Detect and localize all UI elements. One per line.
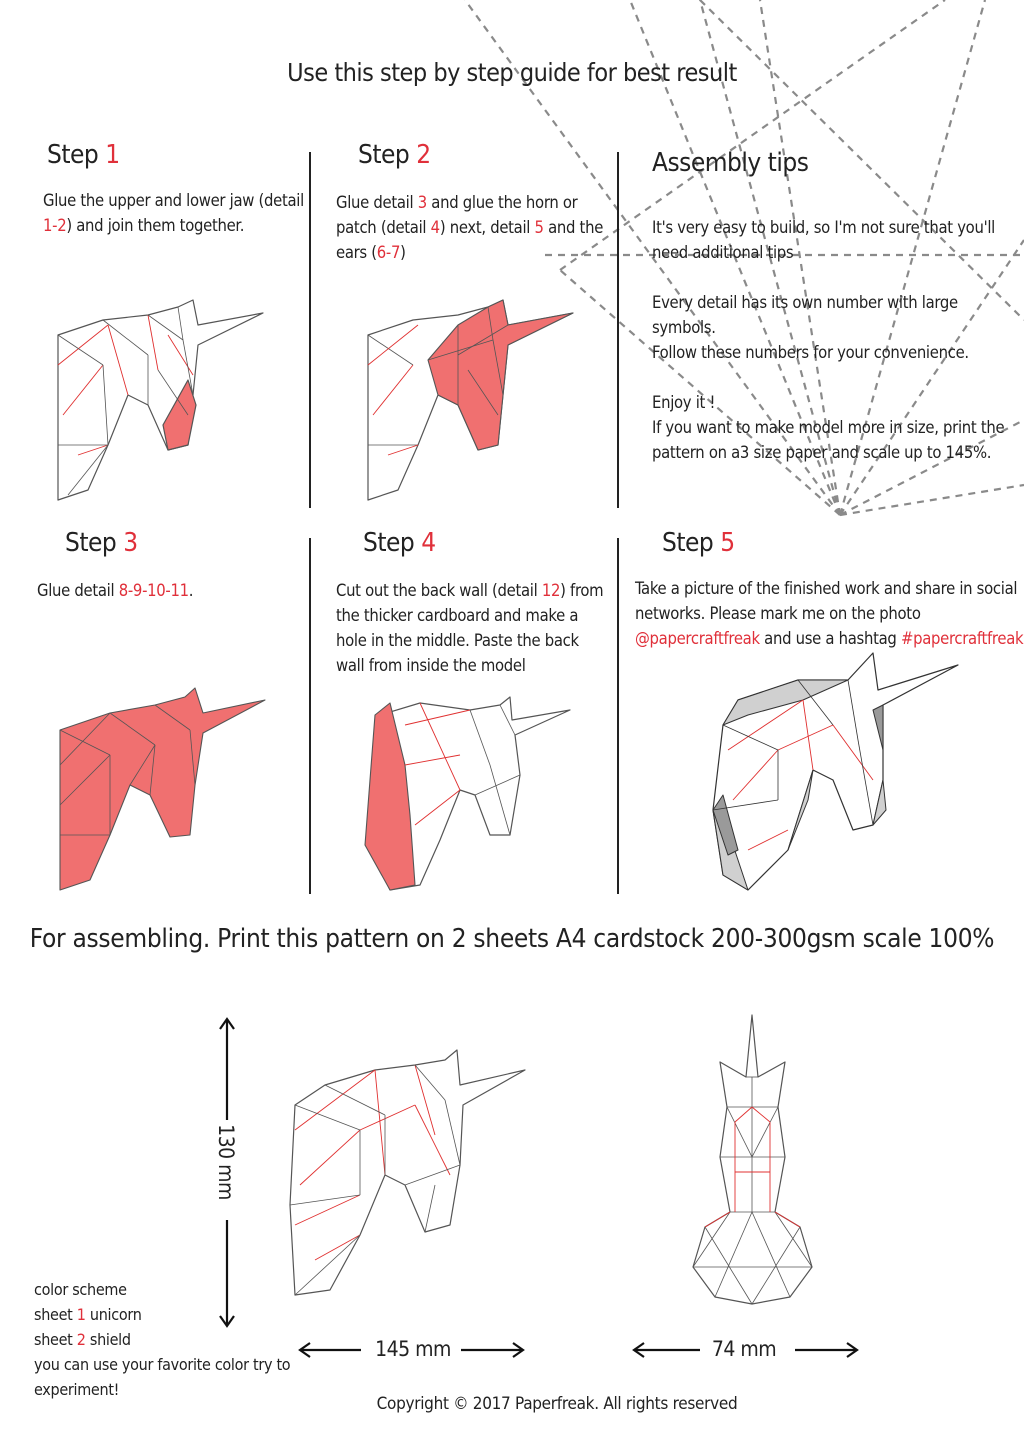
step-number: 5	[720, 528, 735, 558]
step-1-text	[43, 188, 304, 238]
column-divider	[617, 152, 619, 508]
step-number: 2	[416, 140, 431, 170]
color-scheme-title: color scheme	[34, 1280, 127, 1299]
text-segment: networks. Please mark me on the photo	[635, 604, 921, 623]
sheet-text: unicorn	[85, 1305, 142, 1324]
step-text-line	[43, 213, 304, 238]
text-segment: and the	[543, 218, 604, 237]
detail-number: 3	[417, 193, 427, 212]
text-segment: ) next, detail	[439, 218, 535, 237]
detail-number: 1-2	[43, 216, 67, 235]
step-text-line	[336, 240, 603, 265]
sheet-label: sheet	[34, 1305, 77, 1324]
step-2-title	[358, 140, 431, 170]
assembling-instructions: For assembling. Print this pattern on 2 sheets A4 cardstock 200-300gsm scale 100%	[29, 924, 995, 954]
text-segment: and use a hashtag	[759, 629, 901, 648]
text-segment: hole in the middle. Paste the back	[336, 631, 579, 650]
step-text-line	[336, 215, 603, 240]
assembly-tips-title: Assembly tips	[652, 148, 809, 178]
sheet-text: shield	[85, 1330, 131, 1349]
step-text-line	[37, 578, 193, 603]
detail-number: 5	[534, 218, 544, 237]
unicorn-front-view-pattern	[690, 1012, 815, 1307]
detail-number: 6-7	[376, 243, 401, 262]
step-1-title	[47, 140, 120, 170]
text-segment: patch (detail	[336, 218, 431, 237]
sheet-number: 1	[76, 1305, 86, 1324]
step-number: 4	[421, 528, 436, 558]
column-divider	[617, 538, 619, 894]
assembly-tip-line: need additional tips	[652, 243, 794, 262]
step-3-title	[65, 528, 138, 558]
step-4-unicorn-illustration	[360, 695, 580, 895]
assembly-tip-line	[652, 365, 1022, 390]
column-divider	[309, 538, 311, 894]
step-text-line	[336, 603, 603, 628]
detail-number: #papercraftfreak	[900, 629, 1024, 648]
copyright-footer: Copyright © 2017 Paperfreak. All rights reserved	[376, 1394, 738, 1414]
width-dimension-front: 74 mm	[711, 1337, 777, 1361]
step-text-line	[336, 653, 603, 678]
step-text-line	[336, 578, 603, 603]
step-label: Step	[47, 140, 99, 170]
detail-number: @papercraftfreak	[635, 629, 760, 648]
detail-number: 4	[430, 218, 440, 237]
text-segment: and glue the horn or	[426, 193, 578, 212]
width-dimension-side: 145 mm	[375, 1337, 451, 1361]
step-label: Step	[358, 140, 410, 170]
step-number: 3	[123, 528, 138, 558]
step-label: Step	[662, 528, 714, 558]
detail-number: 12	[541, 581, 561, 600]
color-scheme-legend	[34, 1277, 290, 1402]
text-segment: Glue detail	[37, 581, 119, 600]
step-label: Step	[363, 528, 415, 558]
text-segment: ) and join them together.	[66, 216, 245, 235]
column-divider	[309, 152, 311, 508]
step-text-line	[43, 188, 304, 213]
sheet-label: sheet	[34, 1330, 77, 1349]
step-text-line	[635, 576, 1023, 601]
sheet-number: 2	[76, 1330, 86, 1349]
text-segment: ears (	[336, 243, 377, 262]
text-segment: Cut out the back wall (detail	[336, 581, 542, 600]
step-4-title	[363, 528, 436, 558]
text-segment: wall from inside the model	[336, 656, 526, 675]
color-scheme-sheet-2	[34, 1327, 290, 1352]
page-title: Use this step by step guide for best result	[287, 58, 737, 87]
text-segment: .	[188, 581, 194, 600]
text-segment: Glue detail	[336, 193, 418, 212]
step-5-title	[662, 528, 735, 558]
color-scheme-note: you can use your favorite color try to	[34, 1355, 291, 1374]
step-number: 1	[105, 140, 120, 170]
step-5-unicorn-illustration	[708, 650, 988, 895]
step-text-line	[336, 628, 603, 653]
step-3-text	[37, 578, 193, 603]
assembly-tip-line: Enjoy it !	[652, 393, 716, 412]
text-segment: )	[400, 243, 406, 262]
height-dimension: 130 mm	[214, 1124, 238, 1200]
assembly-tip-line: If you want to make model more in size, print the	[652, 418, 1005, 437]
text-segment: Glue the upper and lower jaw (detail	[43, 191, 304, 210]
unicorn-side-view-pattern	[285, 1045, 530, 1305]
step-2-unicorn-illustration	[358, 295, 578, 505]
step-5-text	[635, 576, 1023, 651]
step-text-line	[336, 190, 603, 215]
step-1-unicorn-illustration	[48, 295, 268, 505]
color-scheme-sheet-1	[34, 1302, 290, 1327]
step-text-line	[635, 626, 1023, 651]
assembly-tip-line: Every detail has its own number with large symbols.	[652, 293, 958, 337]
assembly-tip-line: It's very easy to build, so I'm not sure that you'll	[652, 218, 995, 237]
assembly-tips-text	[652, 215, 1022, 465]
step-4-text	[336, 578, 603, 678]
step-text-line	[635, 601, 1023, 626]
step-label: Step	[65, 528, 117, 558]
step-3-unicorn-illustration	[55, 685, 275, 895]
text-segment: ) from	[560, 581, 604, 600]
step-2-text	[336, 190, 603, 265]
color-scheme-note: experiment!	[34, 1380, 120, 1399]
text-segment: Take a picture of the finished work and share in social	[635, 579, 1018, 598]
text-segment: the thicker cardboard and make a	[336, 606, 579, 625]
assembly-tip-line: Follow these numbers for your convenience.	[652, 343, 969, 362]
detail-number: 8-9-10-11	[118, 581, 189, 600]
assembly-tip-line: pattern on a3 size paper and scale up to 145%.	[652, 443, 992, 462]
assembly-tip-line	[652, 265, 1022, 290]
